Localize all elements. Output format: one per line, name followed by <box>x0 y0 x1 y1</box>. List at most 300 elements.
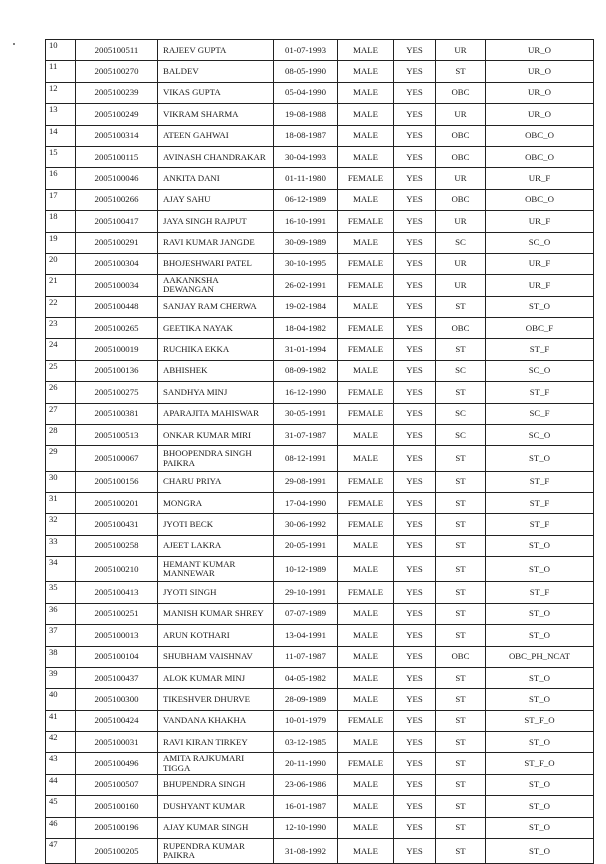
category-code-cell: UR_F <box>486 253 594 274</box>
date-of-birth-cell: 26-02-1991 <box>274 275 338 296</box>
table-row <box>46 296 594 317</box>
candidate-name-cell: RAJEEV GUPTA <box>158 40 274 61</box>
category-cell: ST <box>436 535 486 556</box>
gender-cell: MALE <box>338 796 394 817</box>
category-code-cell: ST_O <box>486 732 594 753</box>
category-code-cell: ST_O <box>486 535 594 556</box>
category-cell: ST <box>436 382 486 403</box>
gender-cell: FEMALE <box>338 253 394 274</box>
category-cell: ST <box>436 582 486 603</box>
table-row <box>46 446 594 471</box>
serial-number-cell: 34 <box>46 557 76 582</box>
date-of-birth-cell: 13-04-1991 <box>274 625 338 646</box>
roll-number-cell: 2005100251 <box>76 603 158 624</box>
roll-number-cell: 2005100275 <box>76 382 158 403</box>
category-cell: UR <box>436 168 486 189</box>
category-code-cell: OBC_O <box>486 125 594 146</box>
date-of-birth-cell: 11-07-1987 <box>274 646 338 667</box>
roll-number-cell: 2005100034 <box>76 275 158 296</box>
candidate-name-cell: AJEET LAKRA <box>158 535 274 556</box>
table-row <box>46 839 594 864</box>
serial-number-cell: 30 <box>46 471 76 492</box>
date-of-birth-cell: 19-08-1988 <box>274 104 338 125</box>
category-code-cell: SC_O <box>486 232 594 253</box>
table-row <box>46 275 594 296</box>
candidate-name-cell: BHUPENDRA SINGH <box>158 774 274 795</box>
gender-cell: MALE <box>338 535 394 556</box>
serial-number-cell: 18 <box>46 211 76 232</box>
date-of-birth-cell: 10-12-1989 <box>274 557 338 582</box>
roll-number-cell: 2005100031 <box>76 732 158 753</box>
roll-number-cell: 2005100511 <box>76 40 158 61</box>
table-row <box>46 557 594 582</box>
candidate-name-cell: VIKAS GUPTA <box>158 82 274 103</box>
category-cell: ST <box>436 839 486 864</box>
status-cell: YES <box>394 403 436 424</box>
table-row <box>46 318 594 339</box>
roll-number-cell: 2005100013 <box>76 625 158 646</box>
date-of-birth-cell: 19-02-1984 <box>274 296 338 317</box>
roll-number-cell: 2005100291 <box>76 232 158 253</box>
serial-number-cell: 32 <box>46 514 76 535</box>
category-code-cell: UR_F <box>486 168 594 189</box>
table-row <box>46 146 594 167</box>
category-code-cell: ST_F <box>486 471 594 492</box>
category-cell: SC <box>436 403 486 424</box>
table-row <box>46 82 594 103</box>
status-cell: YES <box>394 82 436 103</box>
candidate-name-cell: AVINASH CHANDRAKAR <box>158 146 274 167</box>
roll-number-cell: 2005100205 <box>76 839 158 864</box>
category-cell: ST <box>436 339 486 360</box>
roll-number-cell: 2005100417 <box>76 211 158 232</box>
category-code-cell: UR_F <box>486 275 594 296</box>
status-cell: YES <box>394 125 436 146</box>
table-row <box>46 646 594 667</box>
serial-number-cell: 25 <box>46 360 76 381</box>
gender-cell: MALE <box>338 232 394 253</box>
category-cell: UR <box>436 275 486 296</box>
roll-number-cell: 2005100104 <box>76 646 158 667</box>
category-cell: UR <box>436 40 486 61</box>
gender-cell: MALE <box>338 774 394 795</box>
gender-cell: FEMALE <box>338 318 394 339</box>
category-cell: ST <box>436 667 486 688</box>
candidate-name-cell: AJAY KUMAR SINGH <box>158 817 274 838</box>
candidate-name-cell: MANISH KUMAR SHREY <box>158 603 274 624</box>
status-cell: YES <box>394 296 436 317</box>
roll-number-cell: 2005100424 <box>76 710 158 731</box>
category-cell: ST <box>436 774 486 795</box>
table-row <box>46 796 594 817</box>
category-code-cell: ST_O <box>486 774 594 795</box>
category-cell: SC <box>436 425 486 446</box>
candidate-name-cell: ATEEN GAHWAI <box>158 125 274 146</box>
candidate-name-cell: BALDEV <box>158 61 274 82</box>
status-cell: YES <box>394 535 436 556</box>
status-cell: YES <box>394 446 436 471</box>
table-row <box>46 493 594 514</box>
candidate-rows <box>46 40 594 864</box>
table-row <box>46 360 594 381</box>
status-cell: YES <box>394 61 436 82</box>
roll-number-cell: 2005100431 <box>76 514 158 535</box>
table-row <box>46 774 594 795</box>
status-cell: YES <box>394 318 436 339</box>
table-row <box>46 40 594 61</box>
gender-cell: MALE <box>338 646 394 667</box>
serial-number-cell: 15 <box>46 146 76 167</box>
candidate-name-cell: ANKITA DANI <box>158 168 274 189</box>
table-row <box>46 625 594 646</box>
category-code-cell: ST_F <box>486 514 594 535</box>
date-of-birth-cell: 20-11-1990 <box>274 753 338 774</box>
date-of-birth-cell: 18-04-1982 <box>274 318 338 339</box>
category-code-cell: ST_O <box>486 839 594 864</box>
date-of-birth-cell: 10-01-1979 <box>274 710 338 731</box>
category-cell: OBC <box>436 146 486 167</box>
gender-cell: MALE <box>338 425 394 446</box>
category-cell: OBC <box>436 189 486 210</box>
serial-number-cell: 36 <box>46 603 76 624</box>
category-code-cell: ST_O <box>486 446 594 471</box>
table-row <box>46 253 594 274</box>
category-code-cell: ST_F <box>486 339 594 360</box>
candidate-name-cell: RUCHIKA EKKA <box>158 339 274 360</box>
status-cell: YES <box>394 732 436 753</box>
roll-number-cell: 2005100115 <box>76 146 158 167</box>
category-cell: ST <box>436 625 486 646</box>
date-of-birth-cell: 29-08-1991 <box>274 471 338 492</box>
date-of-birth-cell: 30-05-1991 <box>274 403 338 424</box>
serial-number-cell: 12 <box>46 82 76 103</box>
serial-number-cell: 17 <box>46 189 76 210</box>
gender-cell: FEMALE <box>338 710 394 731</box>
category-cell: ST <box>436 493 486 514</box>
serial-number-cell: 33 <box>46 535 76 556</box>
roll-number-cell: 2005100300 <box>76 689 158 710</box>
status-cell: YES <box>394 667 436 688</box>
category-cell: UR <box>436 104 486 125</box>
roll-number-cell: 2005100067 <box>76 446 158 471</box>
status-cell: YES <box>394 339 436 360</box>
table-row <box>46 710 594 731</box>
category-cell: OBC <box>436 318 486 339</box>
category-cell: UR <box>436 253 486 274</box>
date-of-birth-cell: 07-07-1989 <box>274 603 338 624</box>
roll-number-cell: 2005100448 <box>76 296 158 317</box>
gender-cell: FEMALE <box>338 211 394 232</box>
category-code-cell: ST_F <box>486 582 594 603</box>
gender-cell: MALE <box>338 40 394 61</box>
roll-number-cell: 2005100239 <box>76 82 158 103</box>
serial-number-cell: 16 <box>46 168 76 189</box>
gender-cell: FEMALE <box>338 168 394 189</box>
category-code-cell: ST_F_O <box>486 710 594 731</box>
gender-cell: FEMALE <box>338 493 394 514</box>
gender-cell: MALE <box>338 82 394 103</box>
status-cell: YES <box>394 625 436 646</box>
date-of-birth-cell: 31-08-1992 <box>274 839 338 864</box>
roll-number-cell: 2005100156 <box>76 471 158 492</box>
serial-number-cell: 44 <box>46 774 76 795</box>
candidate-name-cell: BHOJESHWARI PATEL <box>158 253 274 274</box>
roll-number-cell: 2005100507 <box>76 774 158 795</box>
table-row <box>46 382 594 403</box>
status-cell: YES <box>394 603 436 624</box>
roll-number-cell: 2005100019 <box>76 339 158 360</box>
roll-number-cell: 2005100136 <box>76 360 158 381</box>
candidate-name-cell: RUPENDRA KUMAR PAIKRA <box>158 839 274 864</box>
category-code-cell: OBC_PH_NCAT <box>486 646 594 667</box>
category-cell: ST <box>436 446 486 471</box>
date-of-birth-cell: 16-10-1991 <box>274 211 338 232</box>
category-cell: ST <box>436 514 486 535</box>
gender-cell: MALE <box>338 667 394 688</box>
status-cell: YES <box>394 40 436 61</box>
roll-number-cell: 2005100201 <box>76 493 158 514</box>
roll-number-cell: 2005100513 <box>76 425 158 446</box>
roll-number-cell: 2005100196 <box>76 817 158 838</box>
category-cell: ST <box>436 732 486 753</box>
table-row <box>46 689 594 710</box>
table-row <box>46 603 594 624</box>
gender-cell: MALE <box>338 146 394 167</box>
table-row <box>46 339 594 360</box>
date-of-birth-cell: 30-10-1995 <box>274 253 338 274</box>
gender-cell: FEMALE <box>338 582 394 603</box>
candidate-name-cell: SHUBHAM VAISHNAV <box>158 646 274 667</box>
status-cell: YES <box>394 189 436 210</box>
table-row <box>46 667 594 688</box>
table-row <box>46 732 594 753</box>
gender-cell: MALE <box>338 603 394 624</box>
status-cell: YES <box>394 471 436 492</box>
serial-number-cell: 39 <box>46 667 76 688</box>
candidate-name-cell: MONGRA <box>158 493 274 514</box>
category-cell: OBC <box>436 82 486 103</box>
category-code-cell: UR_F <box>486 211 594 232</box>
gender-cell: FEMALE <box>338 471 394 492</box>
table-row <box>46 471 594 492</box>
category-cell: ST <box>436 796 486 817</box>
category-code-cell: OBC_O <box>486 189 594 210</box>
status-cell: YES <box>394 275 436 296</box>
date-of-birth-cell: 08-05-1990 <box>274 61 338 82</box>
roll-number-cell: 2005100258 <box>76 535 158 556</box>
category-cell: ST <box>436 603 486 624</box>
gender-cell: FEMALE <box>338 514 394 535</box>
candidate-name-cell: APARAJITA MAHISWAR <box>158 403 274 424</box>
date-of-birth-cell: 08-12-1991 <box>274 446 338 471</box>
category-cell: ST <box>436 61 486 82</box>
status-cell: YES <box>394 710 436 731</box>
roll-number-cell: 2005100437 <box>76 667 158 688</box>
status-cell: YES <box>394 493 436 514</box>
status-cell: YES <box>394 425 436 446</box>
date-of-birth-cell: 12-10-1990 <box>274 817 338 838</box>
category-cell: ST <box>436 710 486 731</box>
roll-number-cell: 2005100266 <box>76 189 158 210</box>
roll-number-cell: 2005100249 <box>76 104 158 125</box>
roll-number-cell: 2005100314 <box>76 125 158 146</box>
category-cell: SC <box>436 232 486 253</box>
candidate-name-cell: AMITA RAJKUMARI TIGGA <box>158 753 274 774</box>
category-code-cell: OBC_F <box>486 318 594 339</box>
category-cell: ST <box>436 753 486 774</box>
date-of-birth-cell: 16-01-1987 <box>274 796 338 817</box>
serial-number-cell: 21 <box>46 275 76 296</box>
date-of-birth-cell: 16-12-1990 <box>274 382 338 403</box>
serial-number-cell: 47 <box>46 839 76 864</box>
category-code-cell: ST_O <box>486 557 594 582</box>
date-of-birth-cell: 06-12-1989 <box>274 189 338 210</box>
serial-number-cell: 40 <box>46 689 76 710</box>
table-row <box>46 514 594 535</box>
status-cell: YES <box>394 168 436 189</box>
table-row <box>46 817 594 838</box>
candidate-name-cell: ONKAR KUMAR MIRI <box>158 425 274 446</box>
candidate-name-cell: DUSHYANT KUMAR <box>158 796 274 817</box>
roll-number-cell: 2005100160 <box>76 796 158 817</box>
table-row <box>46 189 594 210</box>
category-cell: ST <box>436 817 486 838</box>
gender-cell: FEMALE <box>338 753 394 774</box>
date-of-birth-cell: 17-04-1990 <box>274 493 338 514</box>
table-row <box>46 582 594 603</box>
date-of-birth-cell: 23-06-1986 <box>274 774 338 795</box>
gender-cell: MALE <box>338 296 394 317</box>
date-of-birth-cell: 18-08-1987 <box>274 125 338 146</box>
scan-speck <box>13 43 15 45</box>
serial-number-cell: 13 <box>46 104 76 125</box>
category-code-cell: ST_F <box>486 493 594 514</box>
status-cell: YES <box>394 232 436 253</box>
date-of-birth-cell: 30-09-1989 <box>274 232 338 253</box>
date-of-birth-cell: 31-07-1987 <box>274 425 338 446</box>
serial-number-cell: 27 <box>46 403 76 424</box>
gender-cell: MALE <box>338 839 394 864</box>
status-cell: YES <box>394 796 436 817</box>
serial-number-cell: 26 <box>46 382 76 403</box>
category-cell: UR <box>436 211 486 232</box>
candidate-name-cell: JAYA SINGH RAJPUT <box>158 211 274 232</box>
category-code-cell: SC_O <box>486 425 594 446</box>
table-row <box>46 211 594 232</box>
category-code-cell: UR_O <box>486 82 594 103</box>
status-cell: YES <box>394 839 436 864</box>
serial-number-cell: 11 <box>46 61 76 82</box>
status-cell: YES <box>394 104 436 125</box>
category-code-cell: SC_O <box>486 360 594 381</box>
category-code-cell: ST_O <box>486 625 594 646</box>
category-code-cell: ST_F_O <box>486 753 594 774</box>
gender-cell: MALE <box>338 360 394 381</box>
serial-number-cell: 23 <box>46 318 76 339</box>
gender-cell: FEMALE <box>338 275 394 296</box>
gender-cell: MALE <box>338 732 394 753</box>
category-cell: ST <box>436 471 486 492</box>
serial-number-cell: 28 <box>46 425 76 446</box>
table-row <box>46 104 594 125</box>
serial-number-cell: 10 <box>46 40 76 61</box>
gender-cell: FEMALE <box>338 382 394 403</box>
gender-cell: MALE <box>338 61 394 82</box>
category-code-cell: ST_O <box>486 689 594 710</box>
date-of-birth-cell: 03-12-1985 <box>274 732 338 753</box>
candidate-name-cell: AAKANKSHA DEWANGAN <box>158 275 274 296</box>
date-of-birth-cell: 05-04-1990 <box>274 82 338 103</box>
table-row <box>46 425 594 446</box>
category-code-cell: OBC_O <box>486 146 594 167</box>
serial-number-cell: 35 <box>46 582 76 603</box>
serial-number-cell: 41 <box>46 710 76 731</box>
serial-number-cell: 14 <box>46 125 76 146</box>
table-row <box>46 753 594 774</box>
date-of-birth-cell: 08-09-1982 <box>274 360 338 381</box>
status-cell: YES <box>394 146 436 167</box>
gender-cell: MALE <box>338 625 394 646</box>
roll-number-cell: 2005100496 <box>76 753 158 774</box>
table-row <box>46 232 594 253</box>
serial-number-cell: 20 <box>46 253 76 274</box>
date-of-birth-cell: 30-04-1993 <box>274 146 338 167</box>
status-cell: YES <box>394 360 436 381</box>
status-cell: YES <box>394 646 436 667</box>
date-of-birth-cell: 28-09-1989 <box>274 689 338 710</box>
status-cell: YES <box>394 689 436 710</box>
gender-cell: MALE <box>338 125 394 146</box>
category-code-cell: UR_O <box>486 40 594 61</box>
category-code-cell: UR_O <box>486 61 594 82</box>
status-cell: YES <box>394 774 436 795</box>
status-cell: YES <box>394 382 436 403</box>
date-of-birth-cell: 01-11-1980 <box>274 168 338 189</box>
gender-cell: MALE <box>338 104 394 125</box>
category-code-cell: SC_F <box>486 403 594 424</box>
candidate-name-cell: JYOTI SINGH <box>158 582 274 603</box>
candidate-name-cell: SANJAY RAM CHERWA <box>158 296 274 317</box>
candidate-name-cell: VIKRAM SHARMA <box>158 104 274 125</box>
serial-number-cell: 46 <box>46 817 76 838</box>
candidate-name-cell: HEMANT KUMAR MANNEWAR <box>158 557 274 582</box>
table-row <box>46 125 594 146</box>
date-of-birth-cell: 29-10-1991 <box>274 582 338 603</box>
candidate-name-cell: ARUN KOTHARI <box>158 625 274 646</box>
roll-number-cell: 2005100265 <box>76 318 158 339</box>
roll-number-cell: 2005100046 <box>76 168 158 189</box>
category-code-cell: ST_F <box>486 382 594 403</box>
candidate-name-cell: RAVI KIRAN TIRKEY <box>158 732 274 753</box>
table-row <box>46 535 594 556</box>
gender-cell: FEMALE <box>338 339 394 360</box>
category-code-cell: ST_O <box>486 796 594 817</box>
serial-number-cell: 31 <box>46 493 76 514</box>
serial-number-cell: 29 <box>46 446 76 471</box>
serial-number-cell: 37 <box>46 625 76 646</box>
table-row <box>46 168 594 189</box>
candidate-name-cell: ALOK KUMAR MINJ <box>158 667 274 688</box>
status-cell: YES <box>394 211 436 232</box>
candidate-name-cell: CHARU PRIYA <box>158 471 274 492</box>
status-cell: YES <box>394 817 436 838</box>
gender-cell: MALE <box>338 189 394 210</box>
category-code-cell: ST_O <box>486 667 594 688</box>
roll-number-cell: 2005100304 <box>76 253 158 274</box>
candidate-name-cell: SANDHYA MINJ <box>158 382 274 403</box>
serial-number-cell: 42 <box>46 732 76 753</box>
category-code-cell: ST_O <box>486 817 594 838</box>
